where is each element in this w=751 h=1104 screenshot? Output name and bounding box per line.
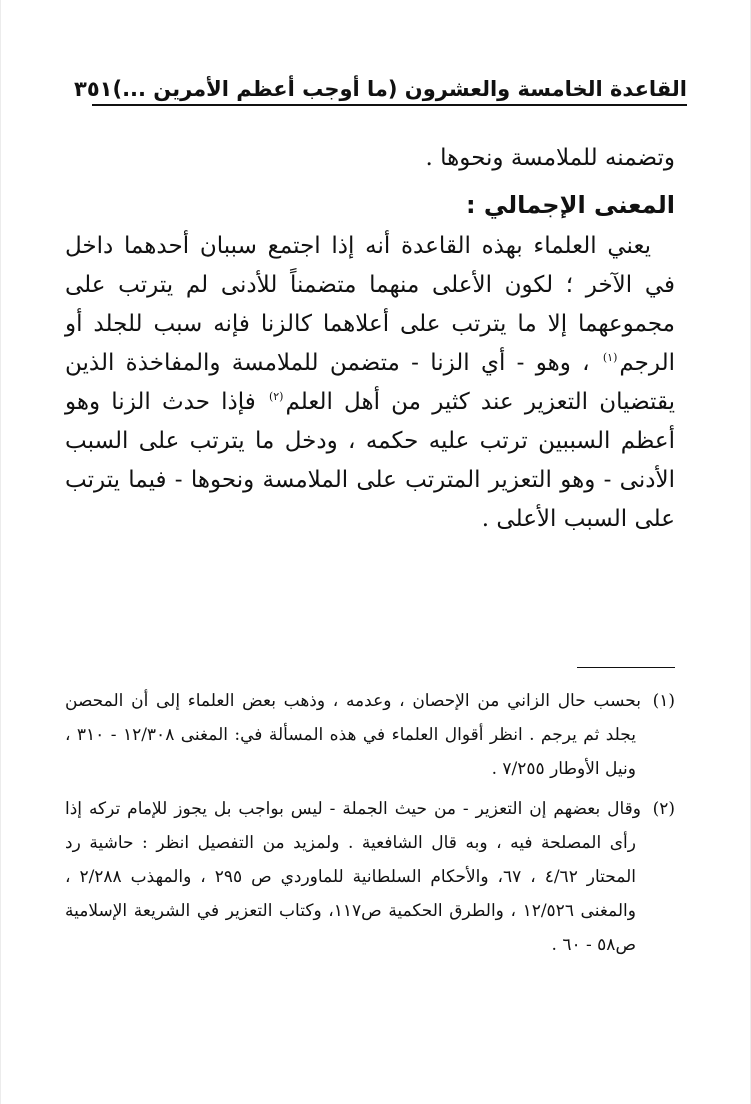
footnote-reference-2: (٢) (268, 390, 284, 404)
footnote-reference-1: (١) (602, 351, 618, 365)
scan-edge-left (0, 0, 1, 1104)
footnote-1 (65, 684, 675, 786)
header-title: القاعدة الخامسة والعشرون (ما أوجب أعظم الأمرين ...) (112, 77, 687, 101)
footnote-marker-2: (٢) (652, 799, 675, 819)
body-paragraph (65, 227, 675, 539)
paragraph-text-part-1: يعني العلماء بهذه القاعدة أنه إذا اجتمع سببان أحدهما داخل في الآخر ؛ لكون الأعلى منهما متضمناً للأدنى لم يترتب على مجموعهما إلا ما يترتب على أعلاهما كالزنا فإنه سبب للجلد أو الرجم (65, 233, 675, 376)
intro-line: وتضمنه للملامسة ونحوها . (425, 145, 675, 171)
running-header (74, 58, 687, 106)
main-text (65, 139, 675, 539)
paragraph-text-part-3: فإذا حدث الزنا وهو أعظم السببين ترتب عليه حكمه ، ودخل ما يترتب على السبب الأدنى - وهو التعزير المترتب على الملامسة ونحوها - فيما يترتب على السبب الأعلى . (65, 389, 675, 532)
footnote-marker-1: (١) (652, 691, 675, 711)
footnote-2 (65, 792, 675, 962)
page-number: ٣٥١ (74, 77, 113, 101)
paragraph-text-part-2: ، وهو - أي الزنا - متضمن للملامسة والمفاخذة الذين يقتضيان التعزير عند كثير من أهل العلم (65, 350, 675, 415)
footnote-text-1: بحسب حال الزاني من الإحصان ، وعدمه ، وذهب بعض العلماء إلى أن المحصن يجلد ثم يرجم . انظر أقوال العلماء في هذه المسألة في: المغنى ١٢/٣٠٨ - ٣١٠ ، ونيل الأوطار ٧/٢٥٥ . (65, 691, 641, 779)
footnote-text-2: وقال بعضهم إن التعزير - من حيث الجملة - ليس بواجب بل يجوز للإمام تركه إذا رأى المصلحة فيه ، وبه قال الشافعية . ولمزيد من التفصيل انظر : حاشية رد المحتار ٤/٦٢ ، ٦٧، والأحكام السلطانية للماوردي ص ٢٩٥ ، والمهذب ٢/٢٨٨ ، والمغنى ١٢/٥٢٦ ، والطرق الحكمية ص١١٧، وكتاب التعزير في الشريعة الإسلامية ص٥٨ - ٦٠ . (65, 799, 641, 955)
footnotes (65, 684, 675, 962)
section-heading: المعنى الإجمالي : (465, 191, 675, 219)
footnote-divider (577, 667, 675, 668)
